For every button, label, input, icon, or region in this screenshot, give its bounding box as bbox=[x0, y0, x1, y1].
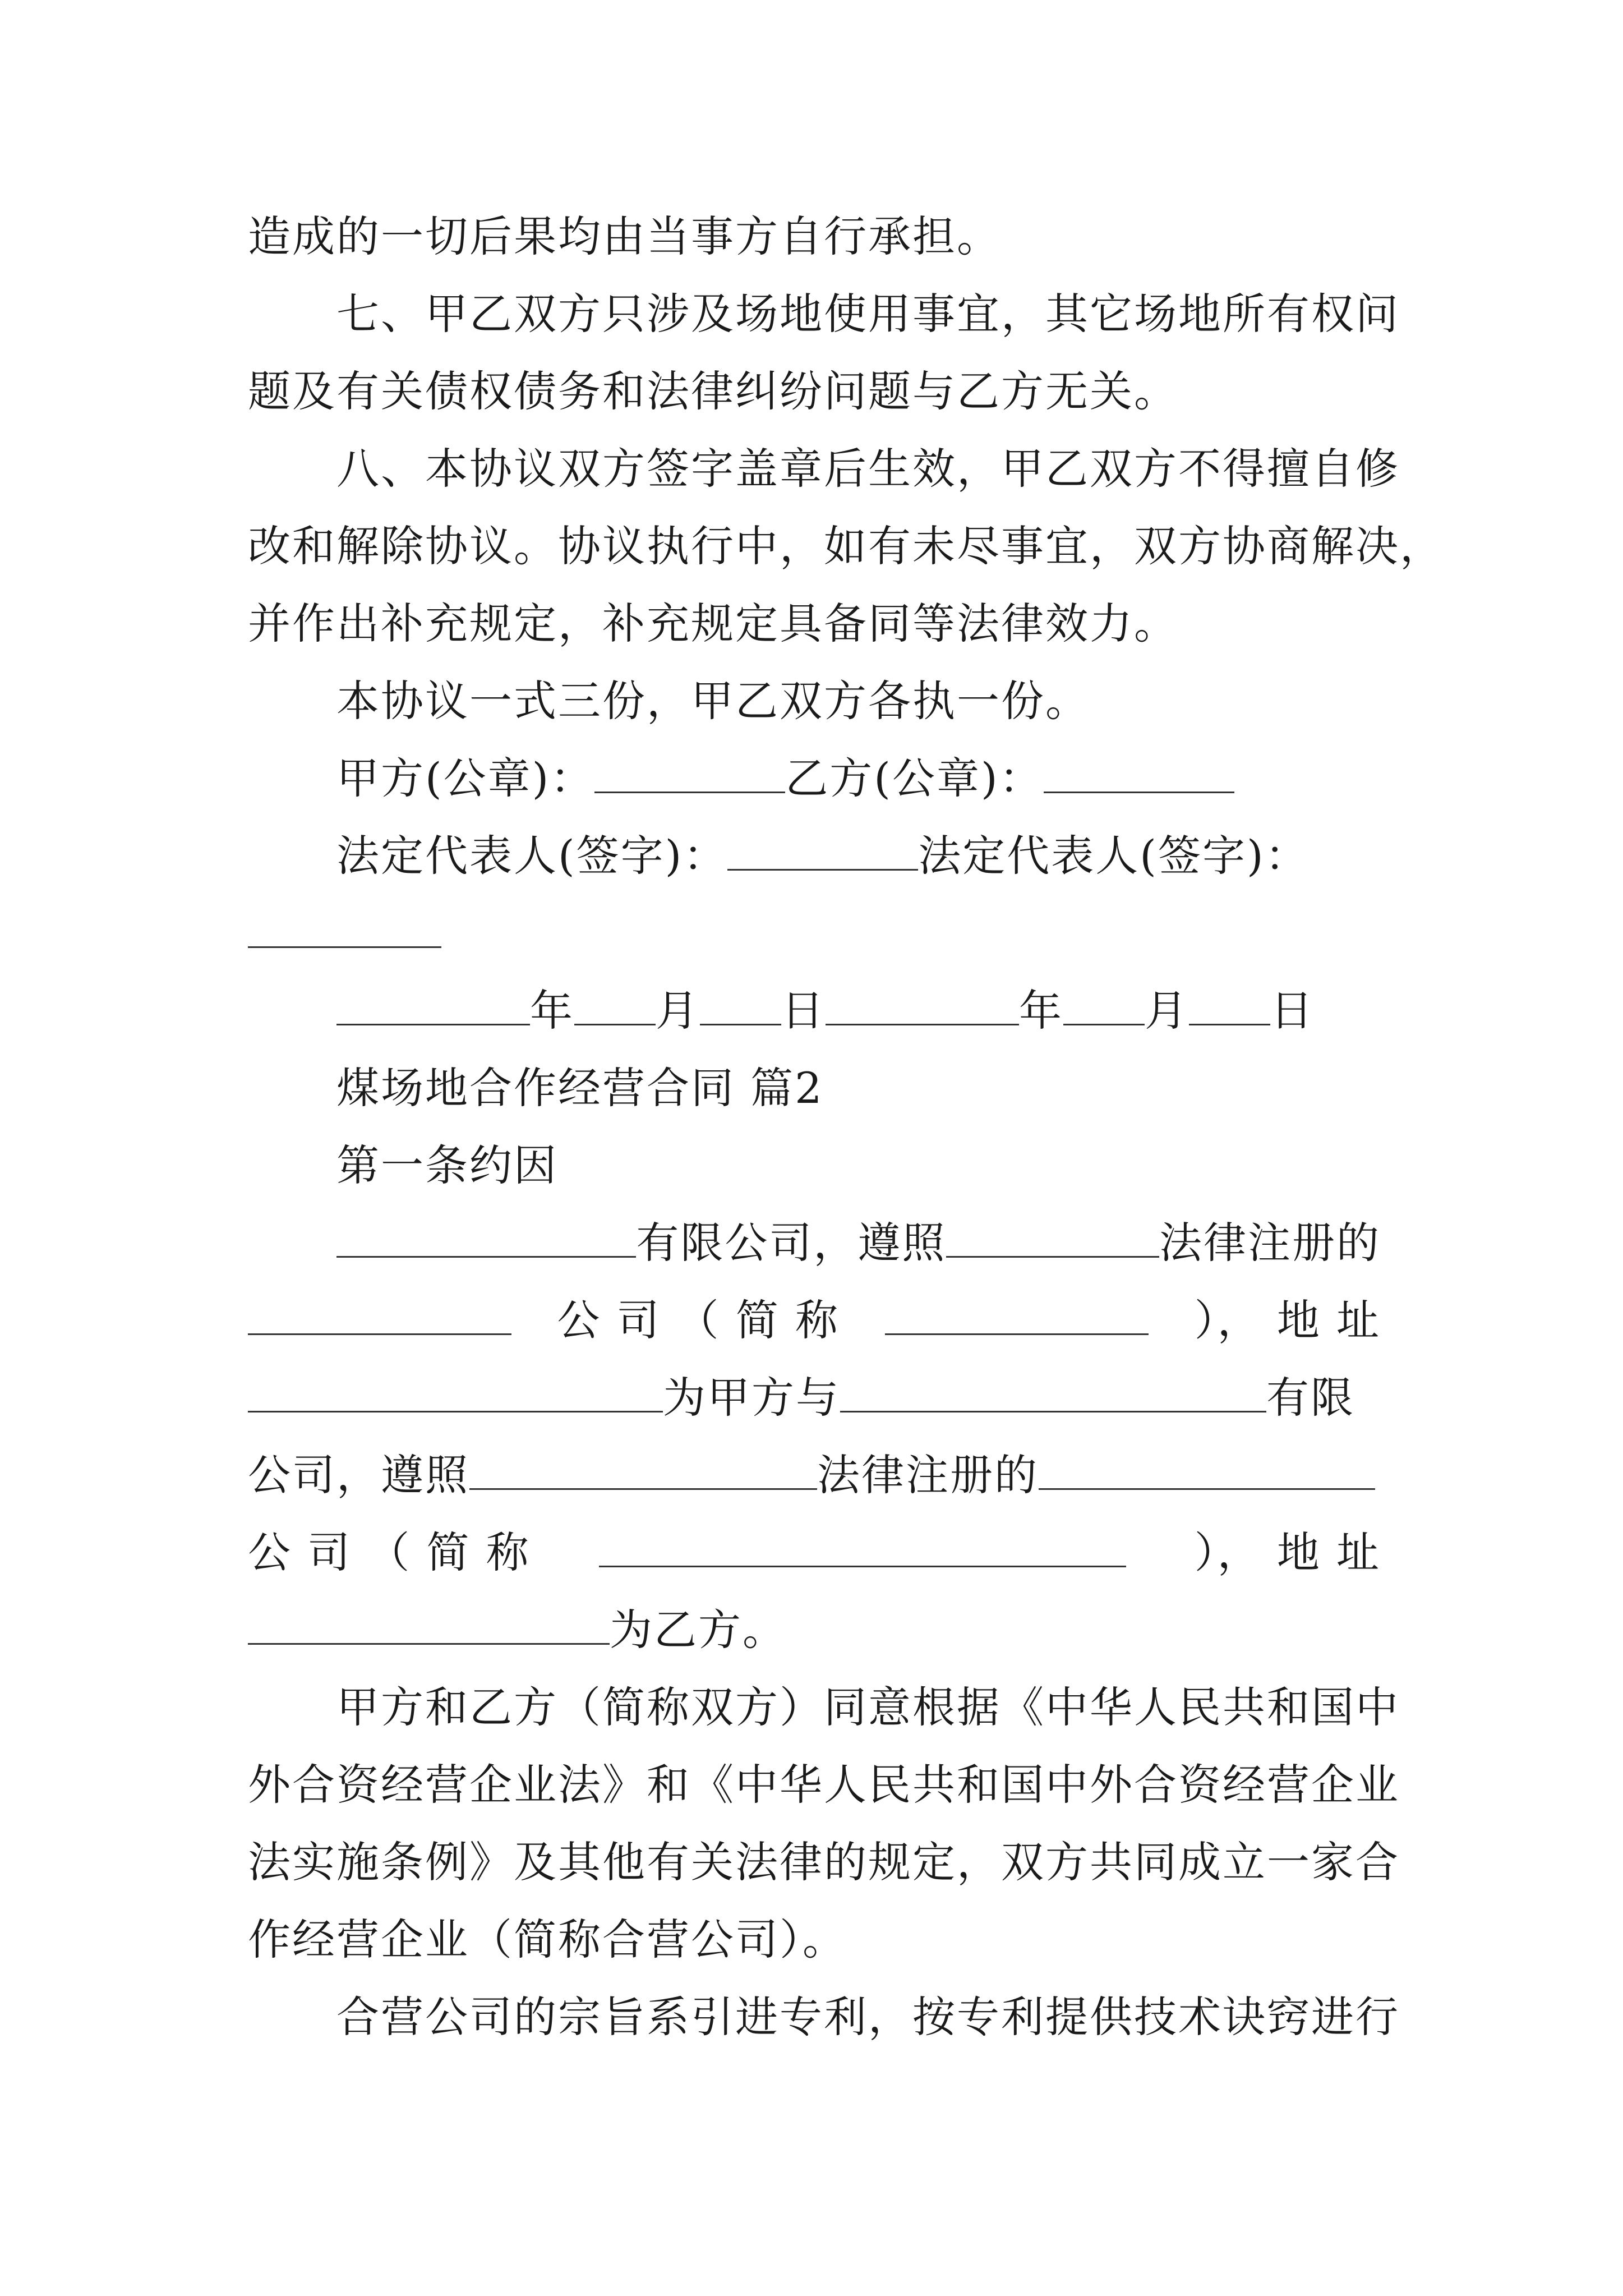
company-a-name-blank bbox=[336, 1221, 636, 1258]
month-b-blank bbox=[1063, 989, 1145, 1025]
day-label: 日 bbox=[1270, 986, 1315, 1036]
company-b-law-blank bbox=[469, 1453, 817, 1490]
legal-rep-a-label: 法定代表人(签字)： bbox=[336, 831, 728, 881]
agreement-paragraph-line: 甲方和乙方（简称双方）同意根据《中华人民共和国中 bbox=[336, 1682, 1400, 1732]
company-b-text: 公司，遵照 bbox=[248, 1450, 469, 1500]
legal-rep-a-blank bbox=[727, 834, 918, 871]
party-a-seal-label: 甲方(公章)： bbox=[336, 753, 595, 803]
year-label: 年 bbox=[530, 986, 574, 1036]
signature-continuation bbox=[248, 905, 1381, 961]
company-b-short-blank bbox=[1039, 1453, 1375, 1490]
party-b-line bbox=[248, 1525, 1381, 1581]
party-b-line bbox=[248, 1447, 1381, 1503]
company-a-text: 公 司 （ 简 称 bbox=[557, 1295, 840, 1345]
company-b-name-blank bbox=[840, 1376, 1266, 1412]
year-b-blank bbox=[826, 989, 1019, 1025]
day-a-blank bbox=[700, 989, 781, 1025]
party-a-seal-blank bbox=[594, 757, 785, 793]
clause-seven-line: 题及有关债权债务和法律纠纷问题与乙方无关。 bbox=[248, 366, 1178, 416]
company-b-text: 公 司 （ 简 称 bbox=[248, 1527, 531, 1577]
article-heading: 第一条约因 bbox=[336, 1140, 558, 1190]
party-a-line bbox=[336, 1215, 1381, 1271]
company-a-text: ）， 地 址 bbox=[1194, 1295, 1381, 1345]
signature-line bbox=[336, 828, 1381, 884]
company-b-abbrev-blank bbox=[599, 1531, 1126, 1567]
copies-statement: 本协议一式三份，甲乙双方各执一份。 bbox=[336, 676, 1090, 726]
day-label: 日 bbox=[781, 986, 826, 1036]
purpose-paragraph-line: 合营公司的宗旨系引进专利，按专利提供技术诀窍进行 bbox=[336, 1992, 1400, 2042]
day-b-blank bbox=[1189, 989, 1270, 1025]
year-a-blank bbox=[336, 989, 530, 1025]
party-a-line bbox=[248, 1370, 1381, 1426]
company-b-text: 为乙方。 bbox=[610, 1605, 787, 1655]
month-label: 月 bbox=[1145, 986, 1189, 1036]
company-a-text: 有限 bbox=[1266, 1373, 1355, 1423]
party-b-seal-label: 乙方(公章)： bbox=[785, 753, 1044, 803]
year-label: 年 bbox=[1019, 986, 1063, 1036]
clause-eight-line: 并作出补充规定，补充规定具备同等法律效力。 bbox=[248, 599, 1178, 648]
company-a-text: 有限公司，遵照 bbox=[636, 1218, 947, 1268]
clause-seven-line: 七、甲乙双方只涉及场地使用事宜，其它场地所有权问 bbox=[336, 289, 1400, 339]
company-b-text: ）， 地 址 bbox=[1194, 1527, 1381, 1577]
agreement-paragraph-line: 作经营企业（简称合营公司）。 bbox=[248, 1915, 847, 1964]
seal-line bbox=[336, 751, 1381, 807]
month-a-blank bbox=[574, 989, 656, 1025]
company-b-address-blank bbox=[248, 1608, 610, 1645]
agreement-paragraph-line: 外合资经营企业法》和《中华人民共和国中外合资经营企业 bbox=[248, 1760, 1400, 1810]
party-b-line bbox=[248, 1602, 1381, 1658]
legal-rep-b-label: 法定代表人(签字)： bbox=[918, 831, 1310, 881]
company-b-text: 法律注册的 bbox=[817, 1450, 1039, 1500]
agreement-paragraph-line: 法实施条例》及其他有关法律的规定，双方共同成立一家合 bbox=[248, 1837, 1400, 1887]
party-b-seal-blank bbox=[1044, 757, 1234, 793]
clause-eight-line: 八、本协议双方签字盖章后生效，甲乙双方不得擅自修 bbox=[336, 444, 1400, 494]
company-a-text: 为甲方与 bbox=[663, 1373, 840, 1423]
party-a-line bbox=[248, 1292, 1381, 1349]
company-a-law-blank bbox=[946, 1221, 1159, 1258]
paragraph-line: 造成的一切后果均由当事方自行承担。 bbox=[248, 211, 1001, 261]
clause-eight-line: 改和解除协议。协议执行中，如有未尽事宜，双方协商解决， bbox=[248, 521, 1444, 571]
section-title: 煤场地合作经营合同 篇2 bbox=[336, 1063, 824, 1113]
company-a-address-blank bbox=[248, 1376, 663, 1412]
company-a-short-blank bbox=[248, 1299, 511, 1335]
date-line bbox=[336, 983, 1381, 1039]
company-a-abbrev-blank bbox=[885, 1299, 1149, 1335]
legal-rep-b-blank bbox=[248, 912, 441, 948]
month-label: 月 bbox=[656, 986, 700, 1036]
company-a-text: 法律注册的 bbox=[1159, 1218, 1381, 1268]
